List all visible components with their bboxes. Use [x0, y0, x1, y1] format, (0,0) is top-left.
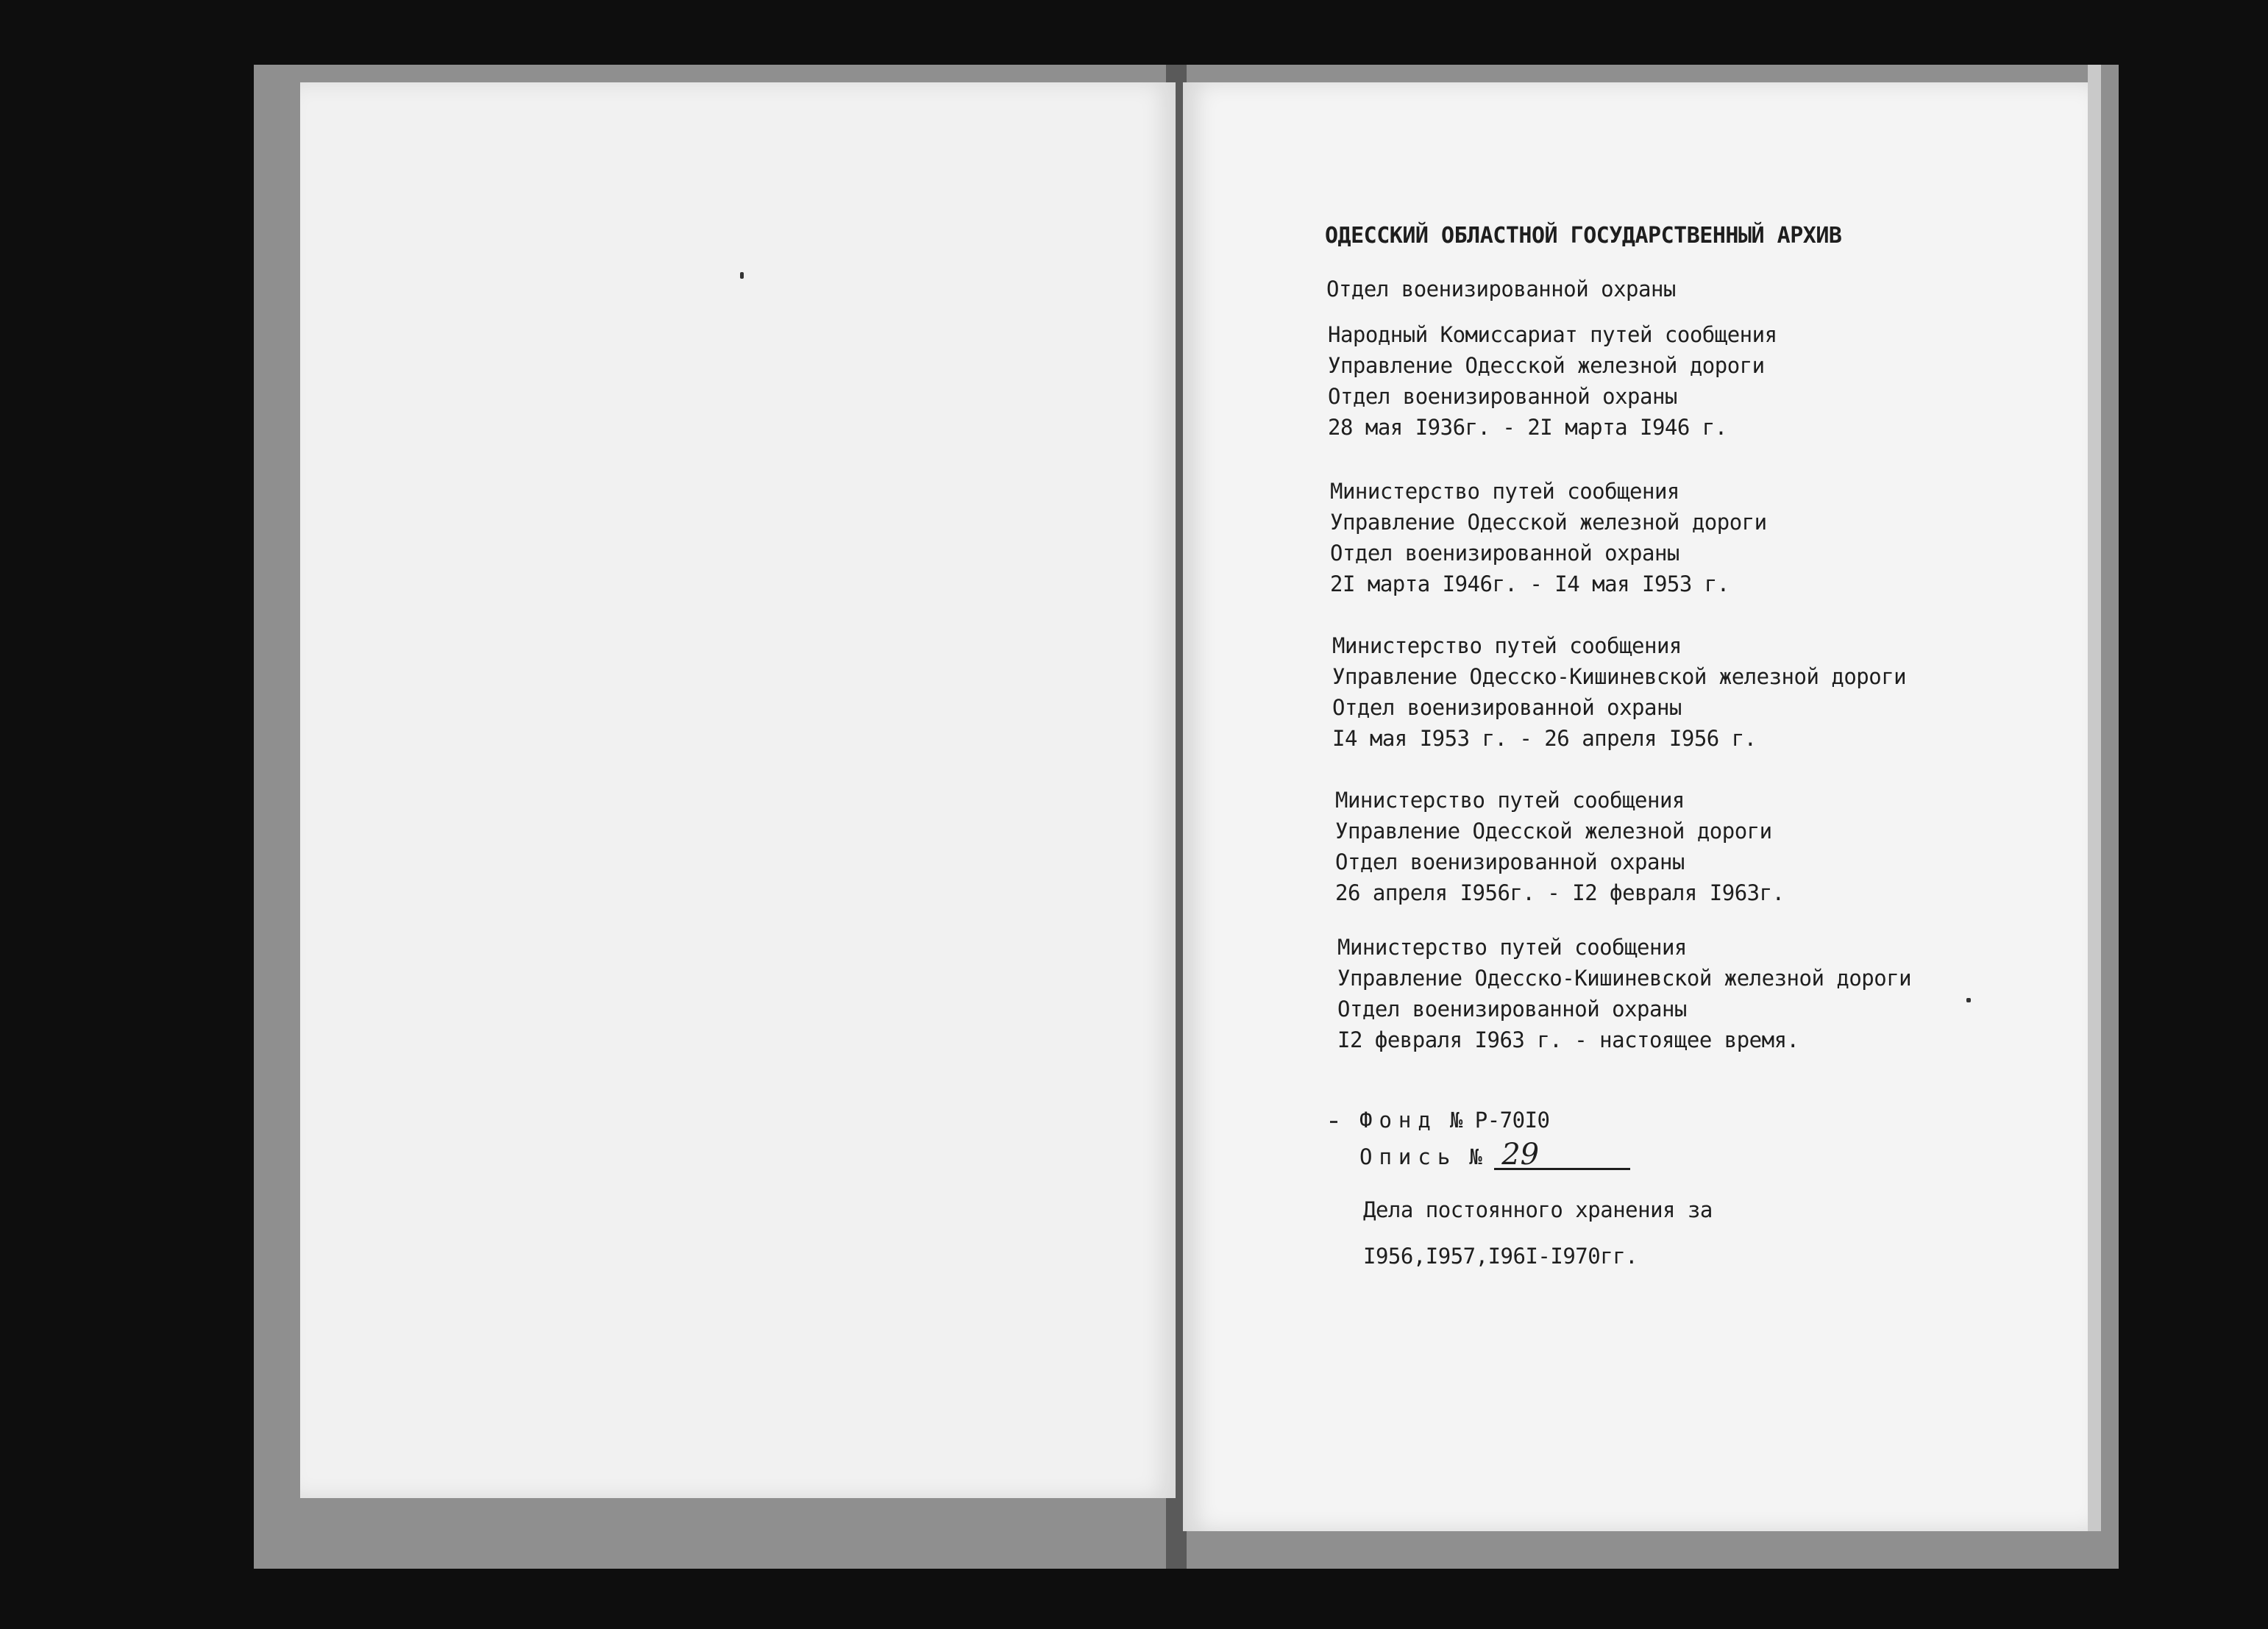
- period-dates: 28 мая I936г. - 2I марта I946 г.: [1328, 415, 1727, 440]
- period-ministry: Министерство путей сообщения: [1330, 479, 1679, 504]
- typed-dash-mark: [1330, 1121, 1337, 1123]
- period-department: Отдел военизированной охраны: [1330, 541, 1679, 566]
- period-block: [1330, 476, 1767, 599]
- period-dates: I2 февраля I963 г. - настоящее время.: [1337, 1027, 1799, 1052]
- period-administration: Управление Одесской железной дороги: [1328, 353, 1765, 378]
- storage-line-1: Дела постоянного хранения за: [1363, 1197, 1713, 1222]
- period-administration: Управление Одесско-Кишиневской железной дороги: [1332, 664, 1907, 689]
- period-department: Отдел военизированной охраны: [1328, 384, 1677, 409]
- period-administration: Управление Одесской железной дороги: [1330, 510, 1767, 535]
- fond-line: [1359, 1105, 1550, 1136]
- period-department: Отдел военизированной охраны: [1332, 695, 1682, 720]
- period-ministry: Министерство путей сообщения: [1335, 788, 1685, 813]
- period-ministry: Министерство путей сообщения: [1337, 935, 1687, 960]
- period-ministry: Народный Комиссариат путей сообщения: [1328, 322, 1777, 347]
- period-block: [1332, 630, 1906, 754]
- archive-header: ОДЕССКИЙ ОБЛАСТНОЙ ГОСУДАРСТВЕННЫЙ АРХИВ: [1325, 223, 1842, 249]
- period-department: Отдел военизированной охраны: [1337, 997, 1687, 1022]
- left-page: [300, 82, 1176, 1498]
- opis-label: Опись: [1359, 1144, 1457, 1169]
- ink-speck: [1966, 998, 1971, 1002]
- period-block: [1335, 785, 1785, 908]
- period-administration: Управление Одесской железной дороги: [1335, 819, 1772, 844]
- period-block: [1328, 319, 1777, 443]
- opis-number-sign: №: [1469, 1144, 1482, 1169]
- opis-number-handwritten: 29: [1494, 1141, 1630, 1170]
- fond-label: Фонд: [1359, 1108, 1437, 1133]
- period-department: Отдел военизированной охраны: [1335, 849, 1685, 874]
- period-dates: I4 мая I953 г. - 26 апреля I956 г.: [1332, 726, 1757, 751]
- right-page: [1183, 82, 2088, 1531]
- opis-line: [1359, 1138, 1630, 1172]
- period-dates: 26 апреля I956г. - I2 февраля I963г.: [1335, 880, 1785, 905]
- right-page-edge: [2088, 65, 2101, 1531]
- period-ministry: Министерство путей сообщения: [1332, 633, 1682, 658]
- period-administration: Управление Одесско-Кишиневской железной дороги: [1337, 966, 1912, 991]
- period-dates: 2I марта I946г. - I4 мая I953 г.: [1330, 571, 1730, 596]
- storage-line-2: I956,I957,I96I-I970гг.: [1363, 1244, 1638, 1269]
- period-block: [1337, 932, 1911, 1055]
- department-title: Отдел военизированной охраны: [1326, 277, 1676, 302]
- ink-speck: [740, 272, 744, 279]
- fond-number: № Р-70I0: [1449, 1108, 1550, 1133]
